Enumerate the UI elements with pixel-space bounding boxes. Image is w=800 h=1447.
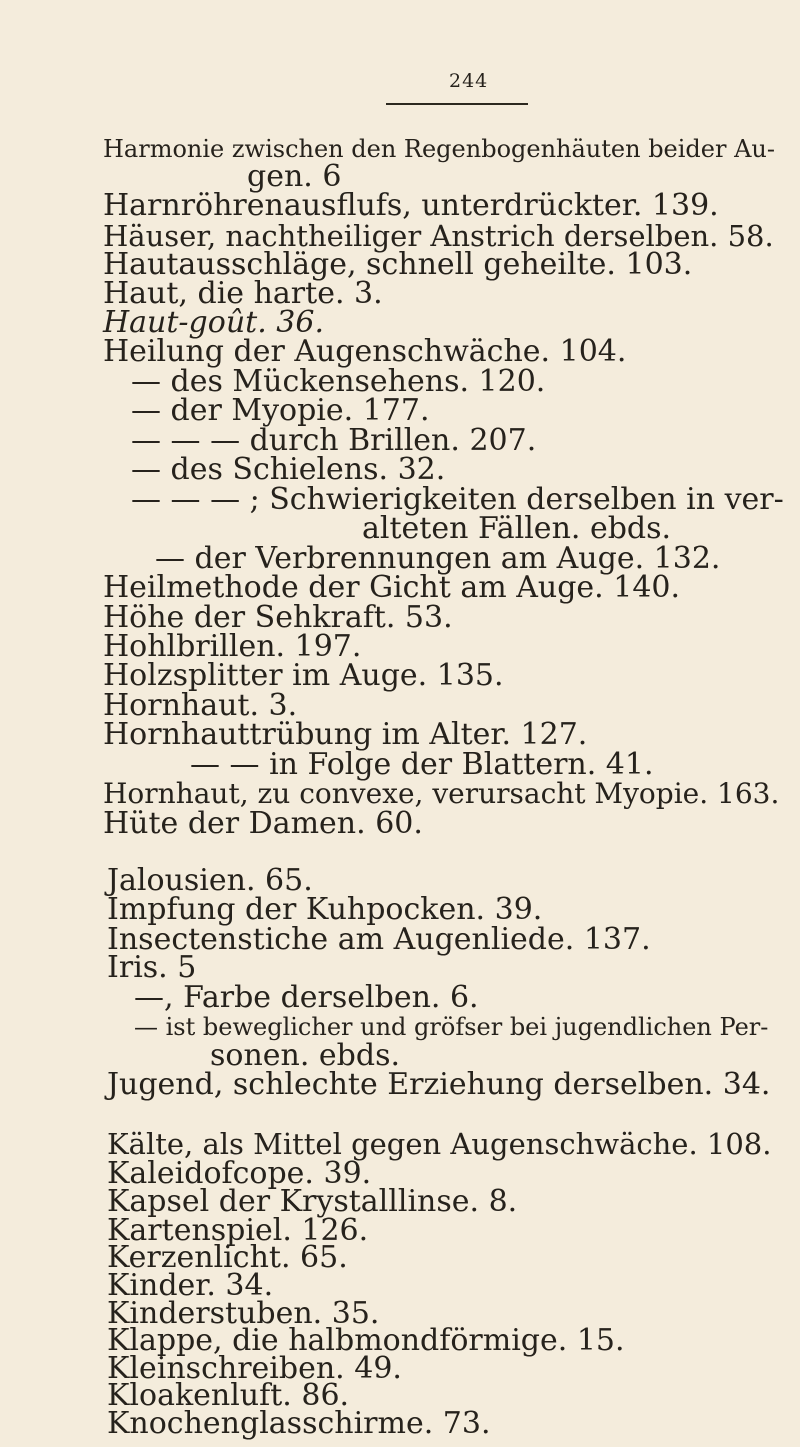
- index-entry: Häuser, nachtheiliger Anstrich derselben. 58.: [103, 219, 774, 253]
- index-entry: Hüte der Damen. 60.: [103, 806, 423, 841]
- index-entry: Hohlbrillen. 197.: [103, 629, 362, 664]
- index-entry-continuation: sonen. ebds.: [210, 1038, 401, 1073]
- index-subentry: — — — durch Brillen. 207.: [131, 423, 537, 458]
- index-entry: Kloakenluft. 86.: [107, 1378, 350, 1413]
- index-entry: Kaleidofcope. 39.: [107, 1156, 372, 1191]
- index-entry: Heilmethode der Gicht am Auge. 140.: [103, 570, 681, 605]
- index-entry: Iris. 5: [107, 950, 197, 985]
- index-subentry: — ist beweglicher und gröfser bei jugendlichen Per-: [134, 1013, 769, 1041]
- index-subentry: — — — ; Schwierigkeiten derselben in ver-: [131, 482, 784, 517]
- index-entry: Kapsel der Krystalllinse. 8.: [107, 1184, 518, 1219]
- index-entry: Kälte, als Mittel gegen Augenschwäche. 108.: [107, 1127, 772, 1161]
- index-subentry: — des Schielens. 32.: [131, 452, 446, 487]
- index-entry: Haut, die harte. 3.: [103, 276, 383, 311]
- index-entry-continuation: alteten Fällen. ebds.: [362, 511, 672, 546]
- index-entry: Hornhauttrübung im Alter. 127.: [103, 717, 588, 752]
- index-subentry: — der Myopie. 177.: [131, 393, 430, 428]
- index-entry: Kleinschreiben. 49.: [107, 1351, 402, 1386]
- index-entry: Jalousien. 65.: [107, 863, 313, 898]
- index-entry: Insectenstiche am Augenliede. 137.: [107, 922, 651, 957]
- index-entry: Kinder. 34.: [107, 1268, 274, 1303]
- index-entry: Kinderstuben. 35.: [107, 1296, 380, 1331]
- index-entry: Kerzenlicht. 65.: [107, 1240, 348, 1275]
- index-entry: Harmonie zwischen den Regenbogenhäuten beider Au-: [103, 135, 775, 163]
- index-subentry: — des Mückensehens. 120.: [131, 364, 546, 399]
- index-entry: Heilung der Augenschwäche. 104.: [103, 334, 627, 369]
- index-entry: Höhe der Sehkraft. 53.: [103, 600, 453, 635]
- index-entry: Knochenglasschirme. 73.: [107, 1406, 491, 1441]
- index-entry: Klappe, die halbmondförmige. 15.: [107, 1323, 625, 1358]
- page-number: 244: [449, 70, 489, 92]
- index-entry: Impfung der Kuhpocken. 39.: [107, 892, 543, 927]
- index-entry: Hornhaut. 3.: [103, 688, 298, 723]
- index-entry: Harnröhrenausflufs, unterdrückter. 139.: [103, 188, 719, 223]
- index-subentry: — — in Folge der Blattern. 41.: [190, 747, 654, 782]
- index-entry: Hornhaut, zu convexe, verursacht Myopie. 163.: [103, 777, 780, 810]
- index-entry-continuation: gen. 6: [247, 159, 342, 194]
- index-entry: Hautausschläge, schnell geheilte. 103.: [103, 247, 693, 282]
- index-entry: Jugend, schlechte Erziehung derselben. 34.: [107, 1067, 771, 1102]
- index-entry: Holzsplitter im Auge. 135.: [103, 658, 504, 693]
- index-entry: Haut-goût. 36.: [103, 305, 324, 340]
- index-entry: Kartenspiel. 126.: [107, 1213, 369, 1248]
- index-subentry: — der Verbrennungen am Auge. 132.: [155, 541, 721, 576]
- index-subentry: —, Farbe derselben. 6.: [134, 980, 479, 1015]
